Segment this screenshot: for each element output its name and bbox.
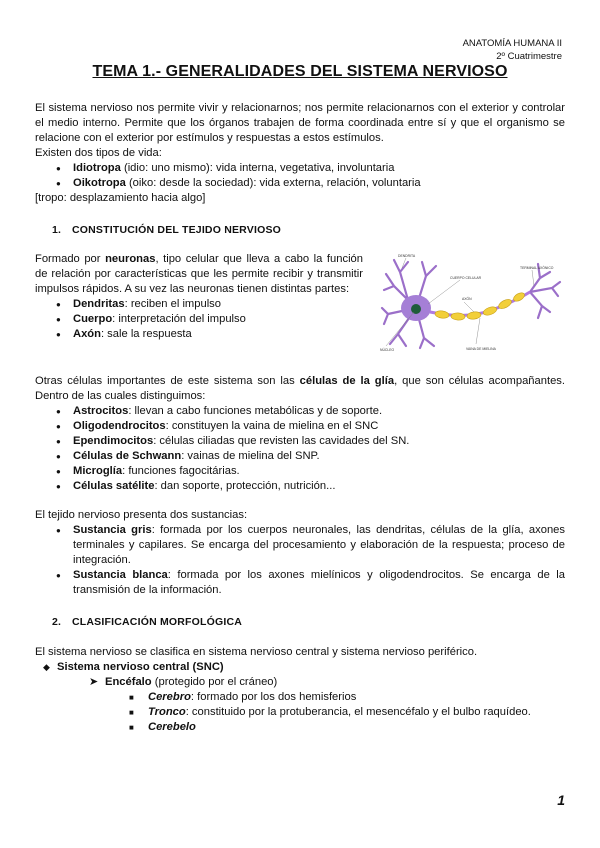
list-item: ● Microglía: funciones fagocitárias. <box>35 464 565 479</box>
glia-paragraph: Otras células importantes de este sistema son las células de la glía, que son células acompañantes. Dentro de las cuales distinguimos: <box>35 375 566 402</box>
list-item: ● Dendritas: reciben el impulso <box>35 297 363 312</box>
list-item: ● Células de Schwann: vainas de mielina del SNP. <box>35 449 565 464</box>
list-item: ● Ependimocitos: células ciliadas que revisten las cavidades del SN. <box>35 434 565 449</box>
label-axon: AXÓN <box>462 297 472 301</box>
nucleus-shape <box>411 304 421 314</box>
page-header <box>463 37 562 63</box>
list-item: ● Oikotropa (oiko: desde la sociedad): vida externa, relación, voluntaria <box>35 176 565 191</box>
list-item: ● Idiotropa (idio: uno mismo): vida interna, vegetativa, involuntaria <box>35 161 565 176</box>
cerebro-item: ■ Cerebro: formado por los dos hemisferios <box>129 691 357 703</box>
section-2-heading: 2. CLASIFICACIÓN MORFOLÓGICA <box>52 616 243 628</box>
list-item: ● Cuerpo: interpretación del impulso <box>35 312 363 327</box>
myelin-sheath <box>435 291 526 320</box>
page-title: TEMA 1.- GENERALIDADES DEL SISTEMA NERVIOSO <box>92 63 508 80</box>
label-nucleo: NÚCLEO <box>380 348 395 352</box>
term-label: 2º Cuatrimestre <box>496 51 562 62</box>
neuron-text <box>35 252 363 342</box>
neuron-figure <box>380 252 562 352</box>
label-vaina: VAINA DE MIELINA <box>466 347 496 351</box>
arrowhead-icon: ➤ <box>89 676 99 688</box>
glia-list <box>35 404 565 494</box>
cerebelo-item: ■ Cerebelo <box>129 721 196 733</box>
list-item: ● Astrocitos: llevan a cabo funciones metabólicas y de soporte. <box>35 404 565 419</box>
intro-paragraph: El sistema nervioso nos permite vivir y relacionarnos; nos permite relacionarnos con el exterior y controlar el medio interno. Permite que los órganos trabajen de forma coordinada entre sí y que el organismo se relacione con el exterior por estímulos y respuestas a estos estímulos. <box>35 102 565 144</box>
substances-intro: El tejido nervioso presenta dos sustancias: <box>35 509 248 521</box>
list-item: ● Sustancia gris: formada por los cuerpos neuronales, las dendritas, células de la glía, axones terminales y capilares. Se encarga del procesamiento y elaboración de la respuesta; proceso de integración. <box>35 523 565 568</box>
label-dendrita: DENDRITA <box>398 254 416 258</box>
encefalo-item: ➤ Encéfalo (protegido por el cráneo) <box>89 676 278 688</box>
substances-section <box>35 508 565 598</box>
list-item: ● Oligodendrocitos: constituyen la vaina de mielina en el SNC <box>35 419 565 434</box>
tropo-note: [tropo: desplazamiento hacia algo] <box>35 192 206 204</box>
neuron-paragraph: Formado por neuronas, tipo celular que lleva a cabo la función de relación por características que les permite recibir y transmitir impulsos rápidos. A su vez las neuronas tienen distintas partes: <box>35 253 363 295</box>
list-item: ● Células satélite: dan soporte, protección, nutrición... <box>35 479 565 494</box>
glia-section <box>35 374 565 494</box>
square-bullet-icon: ■ <box>129 723 134 732</box>
label-terminal: TERMINAL AXÓNICO <box>520 266 554 270</box>
list-item: ● Axón: sale la respuesta <box>35 327 363 342</box>
subject-label: ANATOMÍA HUMANA II <box>462 38 562 49</box>
life-types-list <box>35 161 565 191</box>
life-types-intro: Existen dos tipos de vida: <box>35 147 162 159</box>
classification-paragraph: El sistema nervioso se clasifica en sistema nervioso central y sistema nervioso periférico. <box>35 646 478 658</box>
page-number: 1 <box>557 792 565 808</box>
snc-item: ◆ Sistema nervioso central (SNC) <box>43 661 224 673</box>
section-1-heading: 1. CONSTITUCIÓN DEL TEJIDO NERVIOSO <box>52 224 282 236</box>
neuron-parts-list <box>35 297 363 342</box>
tronco-item: ■ Tronco: constituido por la protuberancia, el mesencéfalo y el bulbo raquídeo. <box>129 706 531 718</box>
intro-section <box>35 101 565 206</box>
substances-list <box>35 523 565 598</box>
square-bullet-icon: ■ <box>129 693 134 702</box>
square-bullet-icon: ■ <box>129 708 134 717</box>
list-item: ● Sustancia blanca: formada por los axones mielínicos y oligodendrocitos. Se encarga de la transmisión de la información. <box>35 568 565 598</box>
label-cuerpo: CUERPO CELULAR <box>450 276 482 280</box>
classification-section <box>35 645 565 735</box>
diamond-icon: ◆ <box>43 662 50 672</box>
